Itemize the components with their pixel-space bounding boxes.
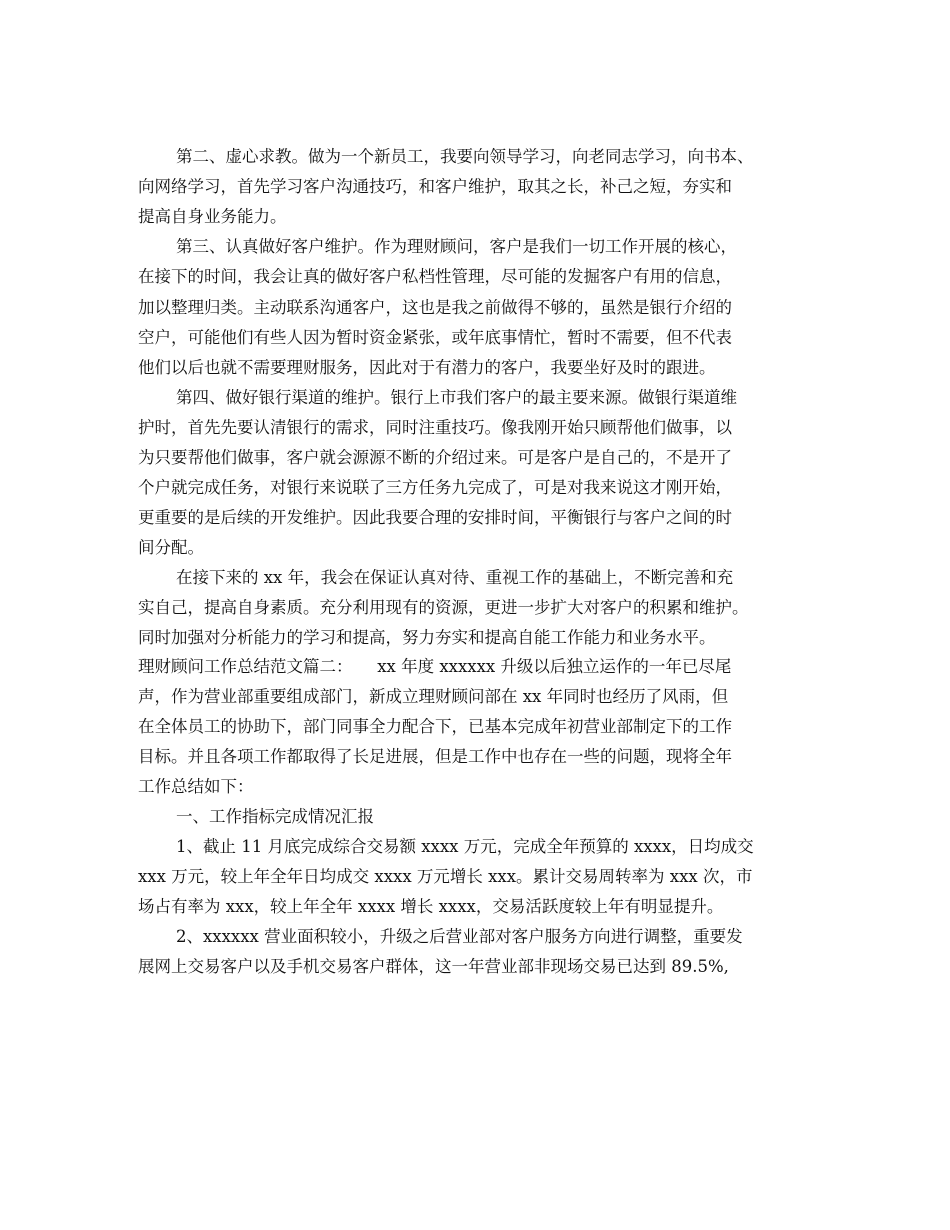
text-line: 展网上交易客户以及手机交易客户群体，这一年营业部非现场交易已达到 89.5%, xyxy=(138,957,729,976)
text-line: 为只要帮他们做事，客户就会源源不断的介绍过来。可是客户是自己的，不是开了 xyxy=(138,448,732,467)
text-line: 更重要的是后续的开发维护。因此我要合理的安排时间，平衡银行与客户之间的时 xyxy=(138,508,732,527)
text-line: 提高自身业务能力。 xyxy=(138,207,287,226)
text-line: 向网络学习，首先学习客户沟通技巧，和客户维护，取其之长，补己之短，夯实和 xyxy=(138,177,732,196)
text-line: 实自己，提高自身素质。充分利用现有的资源，更进一步扩大对客户的积累和维护。 xyxy=(138,598,749,617)
text-line: 护时，首先先要认清银行的需求，同时注重技巧。像我刚开始只顾帮他们做事，以 xyxy=(138,418,732,437)
text-line: 他们以后也就不需要理财服务，因此对于有潜力的客户，我要坐好及时的跟进。 xyxy=(138,358,716,377)
text-line: 声，作为营业部重要组成部门，新成立理财顾问部在 xx 年同时也经历了风雨，但 xyxy=(138,687,729,706)
text-line: 加以整理归类。主动联系沟通客户，这也是我之前做得不够的，虽然是银行介绍的 xyxy=(138,298,732,317)
text-line: 第二、虚心求教。做为一个新员工，我要向领导学习，向老同志学习，向书本、 xyxy=(176,147,754,166)
text-line: 个户就完成任务，对银行来说联了三方任务九完成了，可是对我来说这才刚开始， xyxy=(138,478,732,497)
text-line: 在接下来的 xx 年，我会在保证认真对待、重视工作的基础上，不断完善和充 xyxy=(176,568,734,587)
text-line: 工作总结如下： xyxy=(138,777,254,796)
text-line: 第四、做好银行渠道的维护。银行上市我们客户的最主要来源。做银行渠道维 xyxy=(176,388,737,407)
text-line: 1、截止 11 月底完成综合交易额 xxxx 万元，完成全年预算的 xxxx，日均成交 xyxy=(176,837,754,856)
text-line: 在全体员工的协助下，部门同事全力配合下，已基本完成年初营业部制定下的工作 xyxy=(138,717,732,736)
section-heading: 一、工作指标完成情况汇报 xyxy=(176,807,374,826)
text-line: xxx 万元，较上年全年日均成交 xxxx 万元增长 xxx。累计交易周转率为 xxx 次，市 xyxy=(138,867,753,886)
text-line: 同时加强对分析能力的学习和提高，努力夯实和提高自能工作能力和业务水平。 xyxy=(138,628,716,647)
text-line: 在接下的时间，我会让真的做好客户私档性管理，尽可能的发掘客户有用的信息， xyxy=(138,267,732,286)
text-line: 第三、认真做好客户维护。作为理财顾问，客户是我们一切工作开展的核心， xyxy=(176,237,737,256)
text-line: 理财顾问工作总结范文篇二： xx 年度 xxxxxx 升级以后独立运作的一年已尽尾 xyxy=(138,657,732,676)
text-line: 间分配。 xyxy=(138,538,204,557)
text-line: 空户，可能他们有些人因为暂时资金紧张，或年底事情忙，暂时不需要，但不代表 xyxy=(138,328,732,347)
text-line: 2、xxxxxx 营业面积较小，升级之后营业部对客户服务方向进行调整，重要发 xyxy=(176,927,743,946)
text-line: 场占有率为 xxx，较上年全年 xxxx 增长 xxxx，交易活跃度较上年有明显提升。 xyxy=(138,897,724,916)
text-line: 目标。并且各项工作都取得了长足进展，但是工作中也存在一些的问题，现将全年 xyxy=(138,747,732,766)
